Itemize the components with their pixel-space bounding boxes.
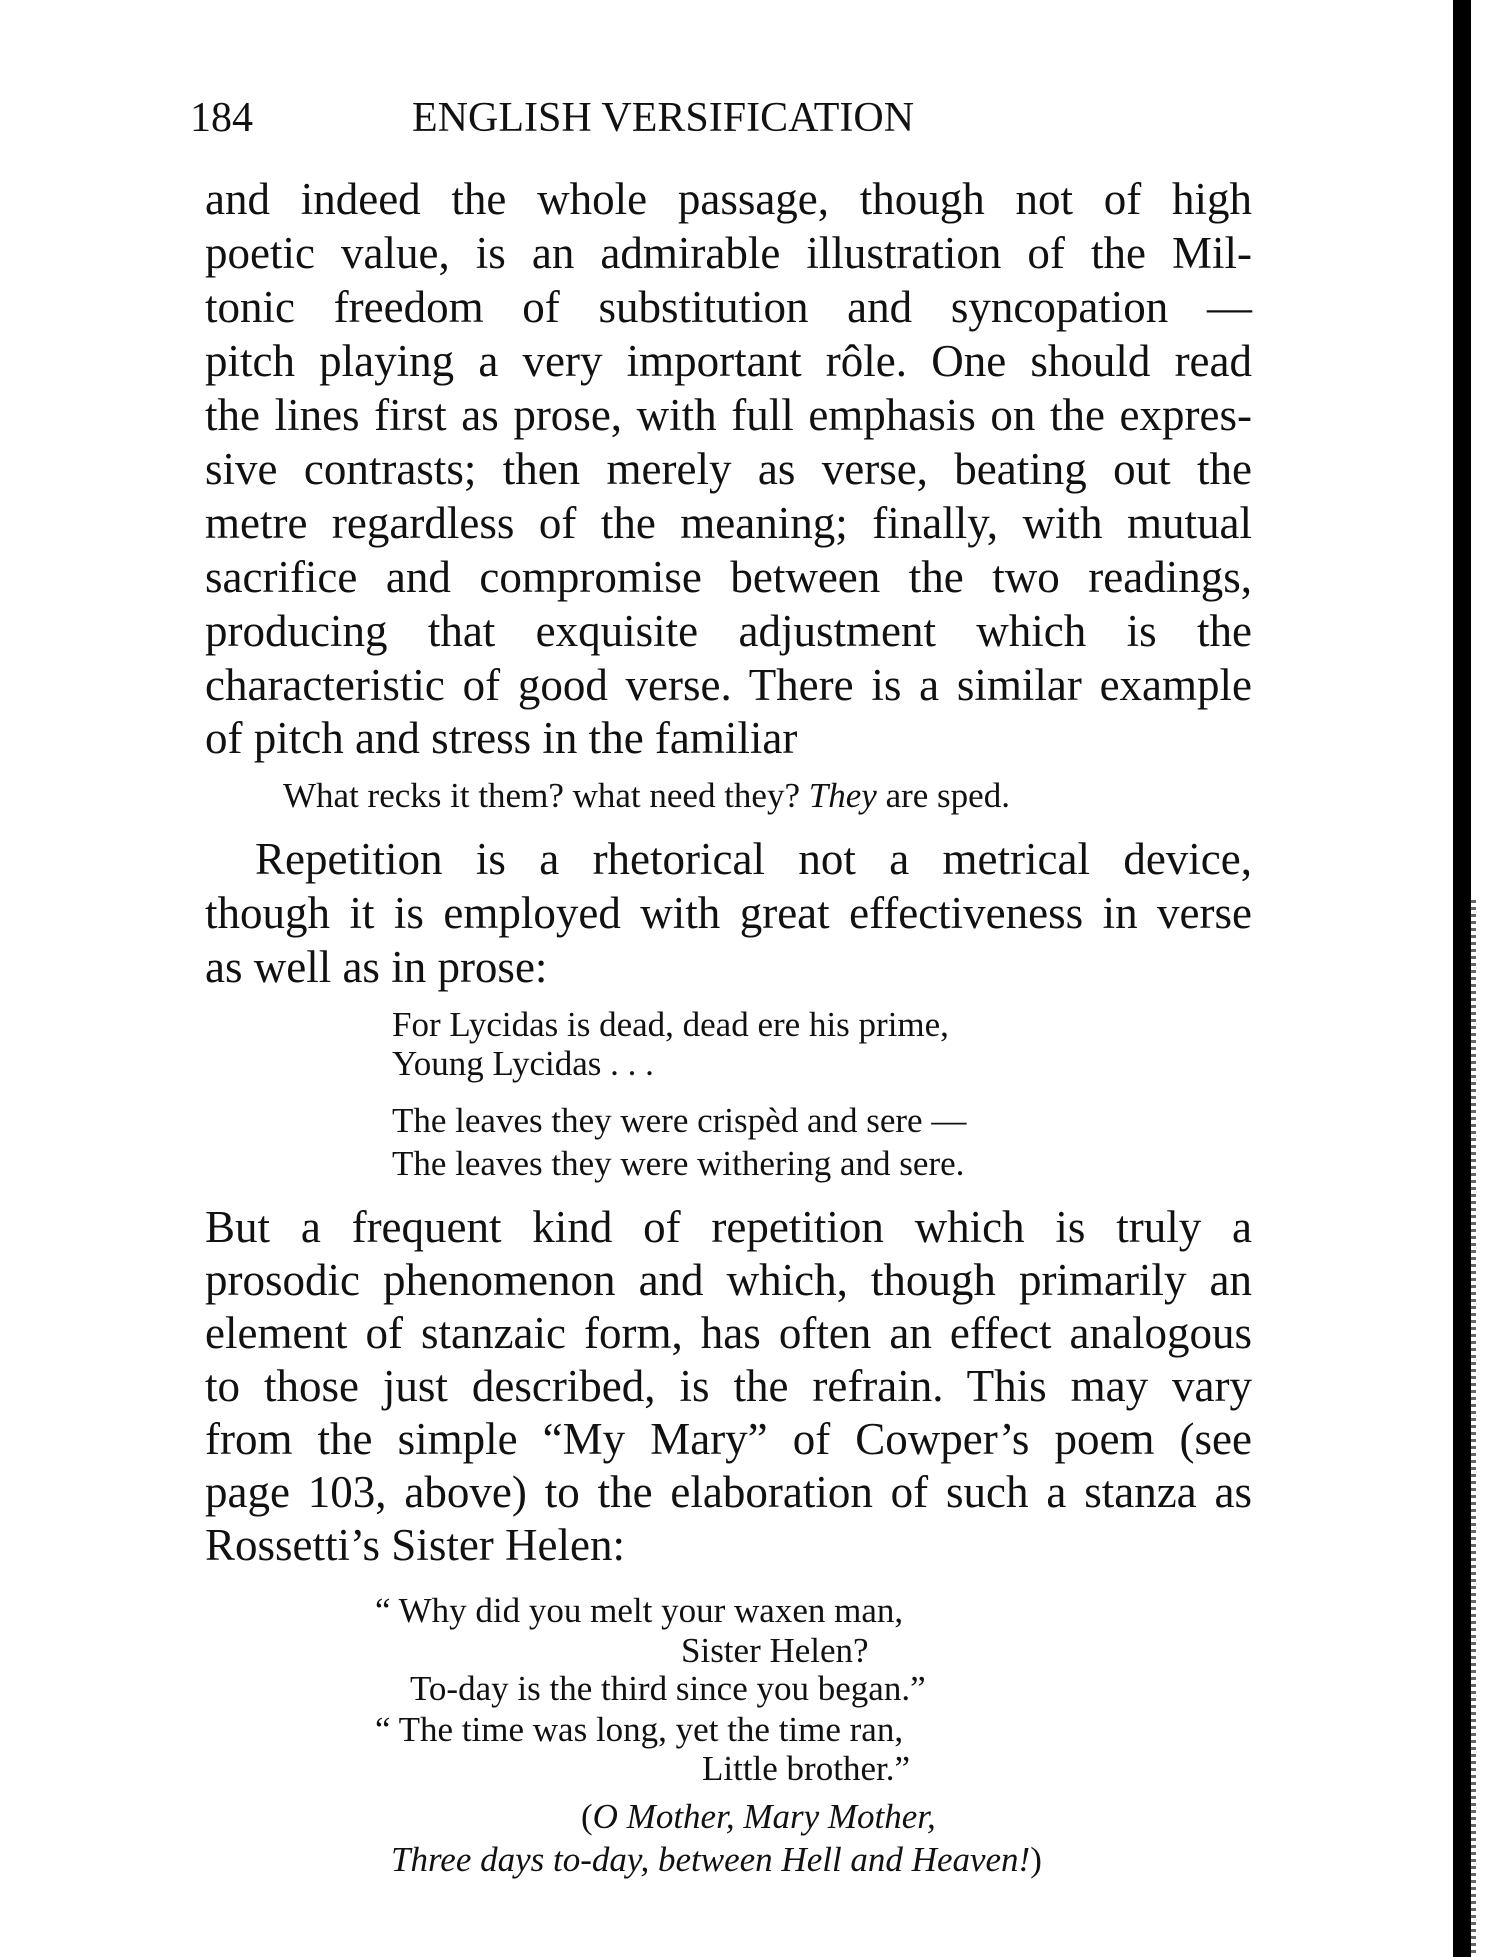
text-line: Rossetti’s Sister Helen: bbox=[205, 1520, 625, 1570]
text-line: metre regardless of the meaning; finally, with mutual bbox=[205, 498, 1252, 548]
text-line: from the simple “My Mary” of Cowper’s poem (see bbox=[205, 1414, 1252, 1464]
verse-italic: They bbox=[808, 776, 877, 815]
text-line: though it is employed with great effectiveness in verse bbox=[205, 888, 1252, 938]
scan-binding-edge bbox=[1453, 0, 1471, 1957]
quoted-verse-line bbox=[283, 776, 1010, 816]
text-line: sive contrasts; then merely as verse, beating out the bbox=[205, 444, 1252, 494]
text-line: prosodic phenomenon and which, though primarily an bbox=[205, 1255, 1252, 1305]
refrain-line bbox=[581, 1797, 936, 1837]
text-line: producing that exquisite adjustment which is the bbox=[205, 606, 1252, 656]
text-line: and indeed the whole passage, though not of high bbox=[205, 174, 1252, 224]
verse-line: “ Why did you melt your waxen man, bbox=[375, 1591, 904, 1630]
verse-line: The leaves they were crispèd and sere — bbox=[392, 1101, 967, 1140]
refrain-text: O Mother, Mary Mother, bbox=[592, 1797, 936, 1836]
verse-line: Little brother.” bbox=[702, 1749, 910, 1788]
text-line: characteristic of good verse. There is a similar example bbox=[205, 660, 1252, 710]
verse-line: “ The time was long, yet the time ran, bbox=[375, 1710, 904, 1749]
refrain-line bbox=[391, 1840, 1042, 1880]
verse-line: To-day is the third since you began.” bbox=[410, 1669, 926, 1708]
text-line: pitch playing a very important rôle. One should read bbox=[205, 336, 1252, 386]
text-line: Repetition is a rhetorical not a metrical device, bbox=[255, 834, 1252, 884]
scan-edge-noise bbox=[1471, 900, 1476, 1957]
text-line: as well as in prose: bbox=[205, 942, 548, 992]
text-line: the lines first as prose, with full emphasis on the expres- bbox=[205, 390, 1252, 440]
verse-line: Sister Helen? bbox=[681, 1631, 869, 1670]
verse-line: The leaves they were withering and sere. bbox=[392, 1144, 965, 1183]
text-line: element of stanzaic form, has often an effect analogous bbox=[205, 1308, 1252, 1358]
paren: ( bbox=[581, 1797, 593, 1836]
verse-line: Young Lycidas . . . bbox=[392, 1044, 654, 1083]
text-line: poetic value, is an admirable illustration of the Mil- bbox=[205, 228, 1252, 278]
text-line: sacrifice and compromise between the two readings, bbox=[205, 552, 1252, 602]
refrain-text: Three days to-day, between Hell and Heaven! bbox=[391, 1840, 1031, 1879]
text-line: of pitch and stress in the familiar bbox=[205, 713, 798, 763]
text-line: But a frequent kind of repetition which is truly a bbox=[205, 1202, 1252, 1252]
verse-line: For Lycidas is dead, dead ere his prime, bbox=[392, 1005, 949, 1044]
verse-text: What recks it them? what need they? bbox=[283, 776, 809, 815]
page-number: 184 bbox=[190, 95, 253, 141]
paren: ) bbox=[1030, 1840, 1042, 1879]
text-line: page 103, above) to the elaboration of such a stanza as bbox=[205, 1467, 1252, 1517]
running-title: ENGLISH VERSIFICATION bbox=[412, 95, 915, 141]
text-line: to those just described, is the refrain. This may vary bbox=[205, 1361, 1252, 1411]
verse-text: are sped. bbox=[876, 776, 1010, 815]
text-line: tonic freedom of substitution and syncopation — bbox=[205, 282, 1252, 332]
